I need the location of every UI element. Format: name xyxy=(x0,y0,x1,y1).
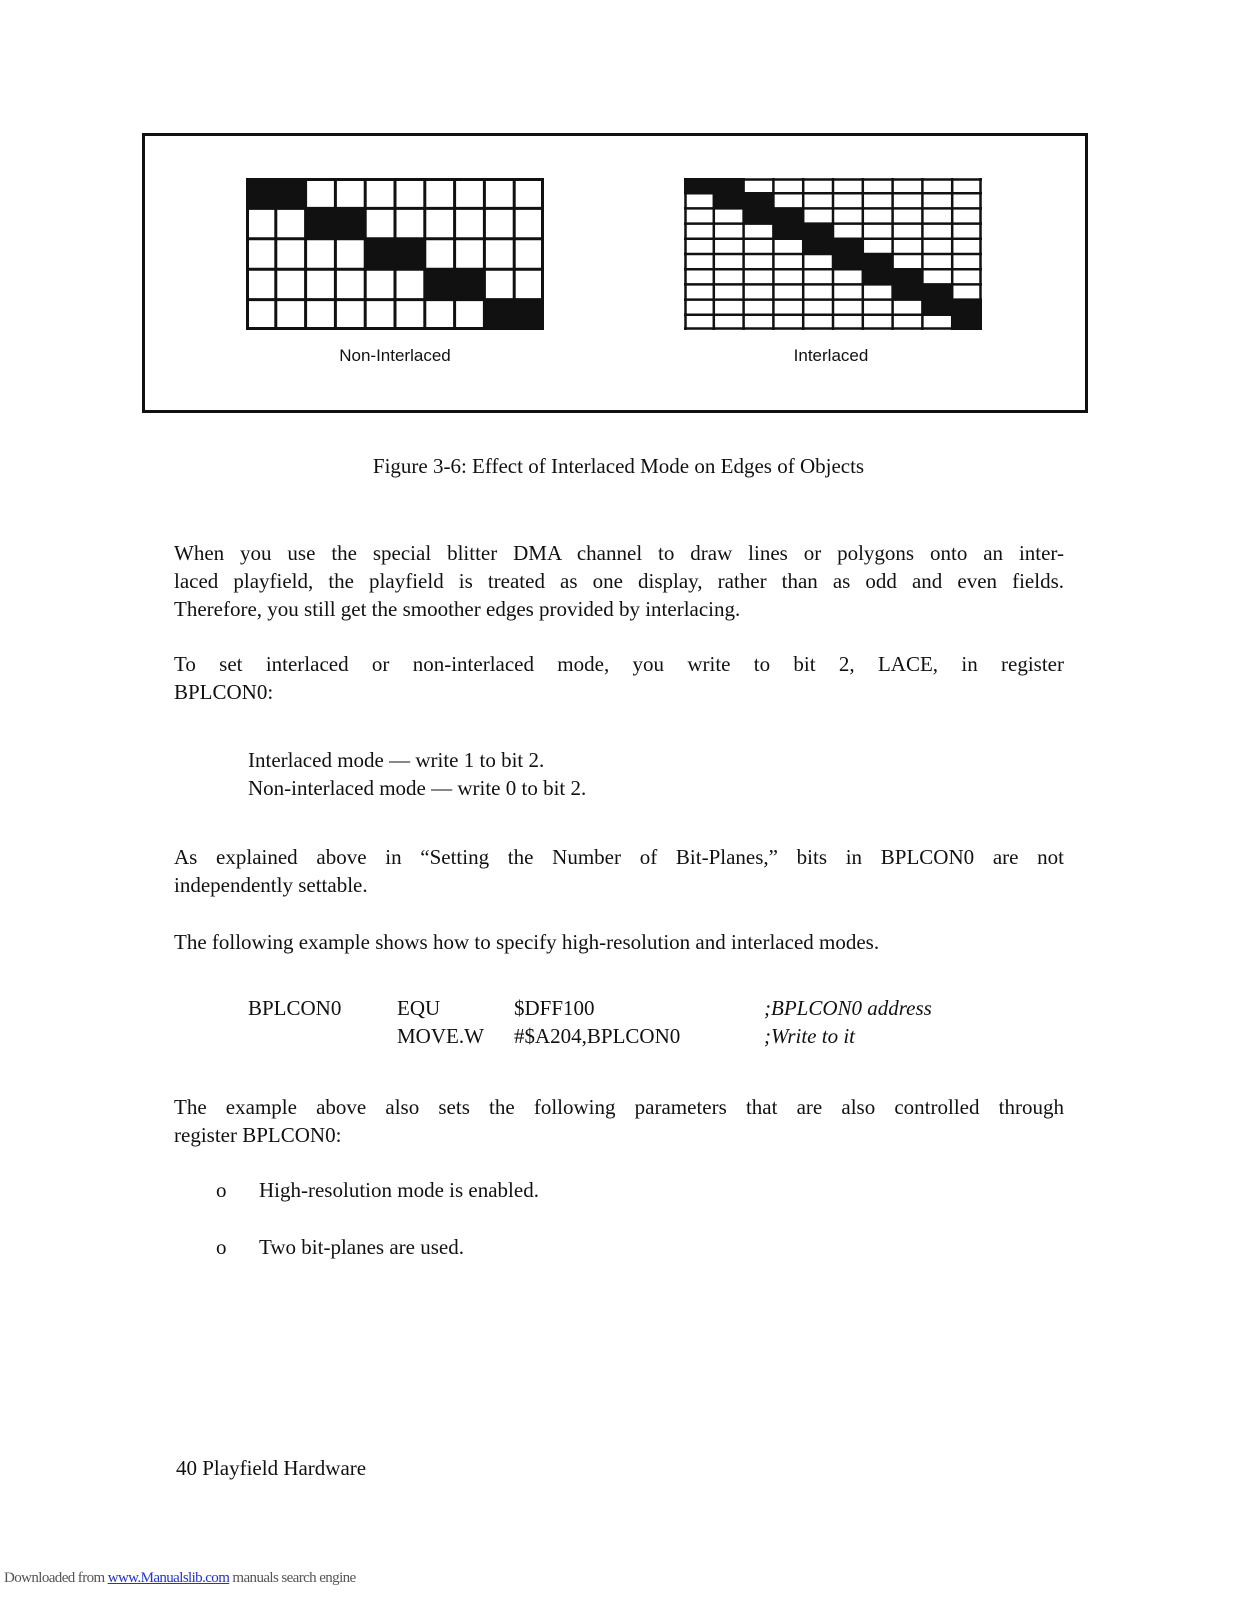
filled-pixel xyxy=(922,300,952,316)
bullet-item: Two bit-planes are used. xyxy=(259,1235,464,1259)
code-comment: ;BPLCON0 address xyxy=(764,996,932,1020)
code-op: MOVE.W xyxy=(397,1024,484,1048)
paragraph-line: laced playfield, the playfield is treated as one display, rather than as odd and even fields. xyxy=(174,569,1064,593)
filled-pixel xyxy=(863,269,893,285)
paragraph-line: The example above also sets the following parameters that are also controlled through xyxy=(174,1095,1064,1119)
non-interlaced-mode-line: Non-interlaced mode — write 0 to bit 2. xyxy=(248,776,587,800)
paragraph-example-intro: The following example shows how to specify high-resolution and interlaced modes. xyxy=(174,930,880,954)
figure-caption: Figure 3-6: Effect of Interlaced Mode on Edges of Objects xyxy=(372,454,865,478)
filled-pixel xyxy=(276,178,306,209)
filled-pixel xyxy=(803,224,833,240)
code-op: EQU xyxy=(397,996,441,1020)
filled-pixel xyxy=(514,300,544,330)
filled-pixel xyxy=(425,269,455,300)
bullet-marker: o xyxy=(216,1178,227,1202)
filled-pixel xyxy=(773,224,803,240)
filled-pixel xyxy=(335,208,365,239)
download-prefix: Downloaded from xyxy=(4,1570,108,1586)
filled-pixel xyxy=(484,300,514,330)
non-interlaced-label: Non-Interlaced xyxy=(339,346,451,365)
code-arg: #$A204,BPLCON0 xyxy=(514,1024,681,1048)
manualslib-link[interactable]: www.Manualslib.com xyxy=(107,1570,230,1586)
paragraph-line: independently settable. xyxy=(174,873,368,897)
filled-pixel xyxy=(744,208,774,224)
filled-pixel xyxy=(246,178,276,209)
filled-pixel xyxy=(893,284,923,300)
page-footer: 40 Playfield Hardware xyxy=(176,1456,367,1480)
filled-pixel xyxy=(773,208,803,224)
paragraph-bit-planes xyxy=(174,843,1064,899)
filled-pixel xyxy=(863,254,893,270)
paragraph-line: As explained above in “Setting the Number of Bit-Planes,” bits in BPLCON0 are not xyxy=(174,845,1064,869)
code-comment: ;Write to it xyxy=(764,1024,855,1048)
non-interlaced-grid xyxy=(246,178,544,330)
paragraph-line: To set interlaced or non-interlaced mode, you write to bit 2, LACE, in register xyxy=(174,652,1064,676)
code-label: BPLCON0 xyxy=(248,996,342,1020)
filled-pixel xyxy=(395,239,425,270)
paragraph-line: When you use the special blitter DMA channel to draw lines or polygons onto an inter- xyxy=(174,541,1064,565)
download-suffix: manuals search engine xyxy=(229,1570,356,1586)
filled-pixel xyxy=(893,269,923,285)
bullet-item: High-resolution mode is enabled. xyxy=(259,1178,539,1202)
filled-pixel xyxy=(833,254,863,270)
filled-pixel xyxy=(714,193,744,209)
interlaced-label: Interlaced xyxy=(793,346,869,365)
paragraph-parameters xyxy=(174,1093,1064,1149)
filled-pixel xyxy=(455,269,485,300)
filled-pixel xyxy=(922,284,952,300)
filled-pixel xyxy=(744,193,774,209)
interlaced-mode-line: Interlaced mode — write 1 to bit 2. xyxy=(248,748,545,772)
filled-pixel xyxy=(365,239,395,270)
paragraph-line: BPLCON0: xyxy=(174,680,274,704)
paragraph-line: register BPLCON0: xyxy=(174,1123,342,1147)
filled-pixel xyxy=(306,208,336,239)
filled-pixel xyxy=(952,300,982,316)
bullet-marker: o xyxy=(216,1235,227,1259)
paragraph-set-mode xyxy=(174,650,1064,706)
filled-pixel xyxy=(803,239,833,255)
paragraph-blitter xyxy=(174,539,1064,623)
paragraph-line: Therefore, you still get the smoother edges provided by interlacing. xyxy=(174,597,741,621)
interlaced-grid xyxy=(684,178,982,330)
download-note xyxy=(4,1570,356,1587)
code-arg: $DFF100 xyxy=(514,996,595,1020)
filled-pixel xyxy=(833,239,863,255)
